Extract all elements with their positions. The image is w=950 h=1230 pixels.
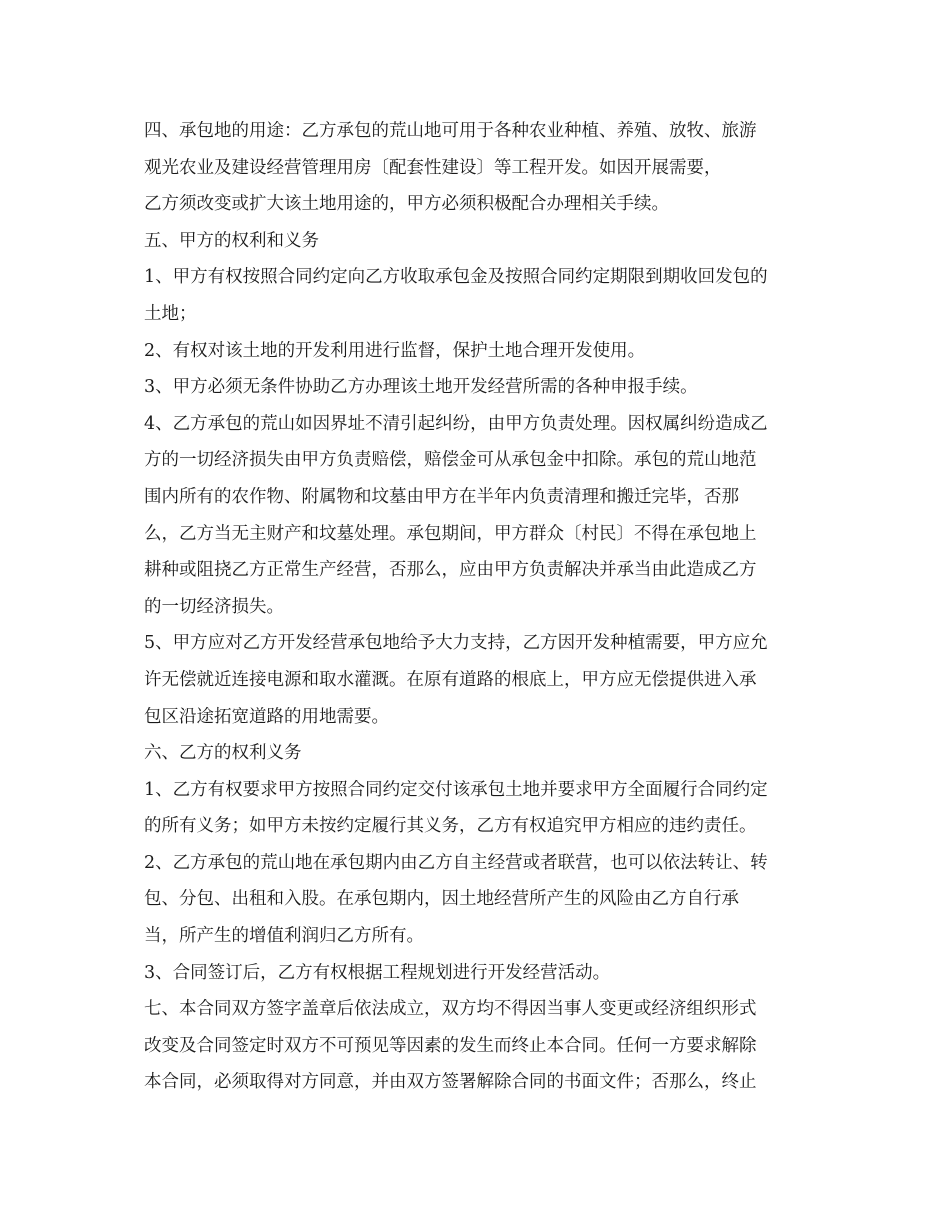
text-line: 3、合同签订后，乙方有权根据工程规划进行开发经营活动。: [144, 962, 611, 983]
text-line: 2、乙方承包的荒山地在承包期内由乙方自主经营或者联营，也可以依法转让、转: [144, 852, 768, 873]
text-line: 3、甲方必须无条件协助乙方办理该土地开发经营所需的各种申报手续。: [144, 377, 698, 398]
text-line: 许无偿就近连接电源和取水灌溉。在原有道路的根底上，甲方应无偿提供进入承: [144, 669, 757, 690]
text-line: 包、分包、出租和入股。在承包期内，因土地经营所产生的风险由乙方自行承: [144, 889, 739, 910]
text-line: 5、甲方应对乙方开发经营承包地给予大力支持，乙方因开发种植需要，甲方应允: [144, 633, 768, 654]
text-line: 1、乙方有权要求甲方按照合同约定交付该承包土地并要求甲方全面履行合同约定: [144, 779, 768, 800]
text-line: 土地；: [144, 303, 197, 324]
text-line: 耕种或阻挠乙方正常生产经营，否那么，应由甲方负责解决并承当由此造成乙方: [144, 560, 757, 581]
document-body: [144, 113, 824, 1101]
section-heading: 六、乙方的权利义务: [144, 743, 302, 764]
text-line: 七、本合同双方签字盖章后依法成立，双方均不得因当事人变更或经济组织形式: [144, 999, 757, 1020]
text-line: 4、乙方承包的荒山如因界址不清引起纠纷，由甲方负责处理。因权属纠纷造成乙: [144, 413, 768, 434]
text-line: 的一切经济损失。: [144, 596, 284, 617]
text-line: 本合同，必须取得对方同意，并由双方签署解除合同的书面文件；否那么，终止: [144, 1072, 757, 1093]
text-line: 么，乙方当无主财产和坟墓处理。承包期间，甲方群众〔村民〕不得在承包地上: [144, 523, 757, 544]
text-line: 方的一切经济损失由甲方负责赔偿，赔偿金可从承包金中扣除。承包的荒山地范: [144, 450, 757, 471]
text-line: 改变及合同签定时双方不可预见等因素的发生而终止本合同。任何一方要求解除: [144, 1035, 757, 1056]
text-line: 围内所有的农作物、附属物和坟墓由甲方在半年内负责清理和搬迁完毕，否那: [144, 486, 739, 507]
text-line: 观光农业及建设经营管理用房〔配套性建设〕等工程开发。如因开展需要，: [144, 157, 722, 178]
text-line: 包区沿途拓宽道路的用地需要。: [144, 706, 389, 727]
text-line: 的所有义务；如甲方未按约定履行其义务，乙方有权追究甲方相应的违约责任。: [144, 816, 757, 837]
text-line: 乙方须改变或扩大该土地用途的，甲方必须积极配合办理相关手续。: [144, 194, 669, 215]
text-line: 2、有权对该土地的开发利用进行监督，保护土地合理开发使用。: [144, 340, 646, 361]
section-heading: 五、甲方的权利和义务: [144, 230, 319, 251]
text-line: 1、甲方有权按照合同约定向乙方收取承包金及按照合同约定期限到期收回发包的: [144, 267, 768, 288]
text-line: 四、承包地的用途：乙方承包的荒山地可用于各种农业种植、养殖、放牧、旅游: [144, 121, 757, 141]
text-line: 当，所产生的增值利润归乙方所有。: [144, 926, 424, 947]
